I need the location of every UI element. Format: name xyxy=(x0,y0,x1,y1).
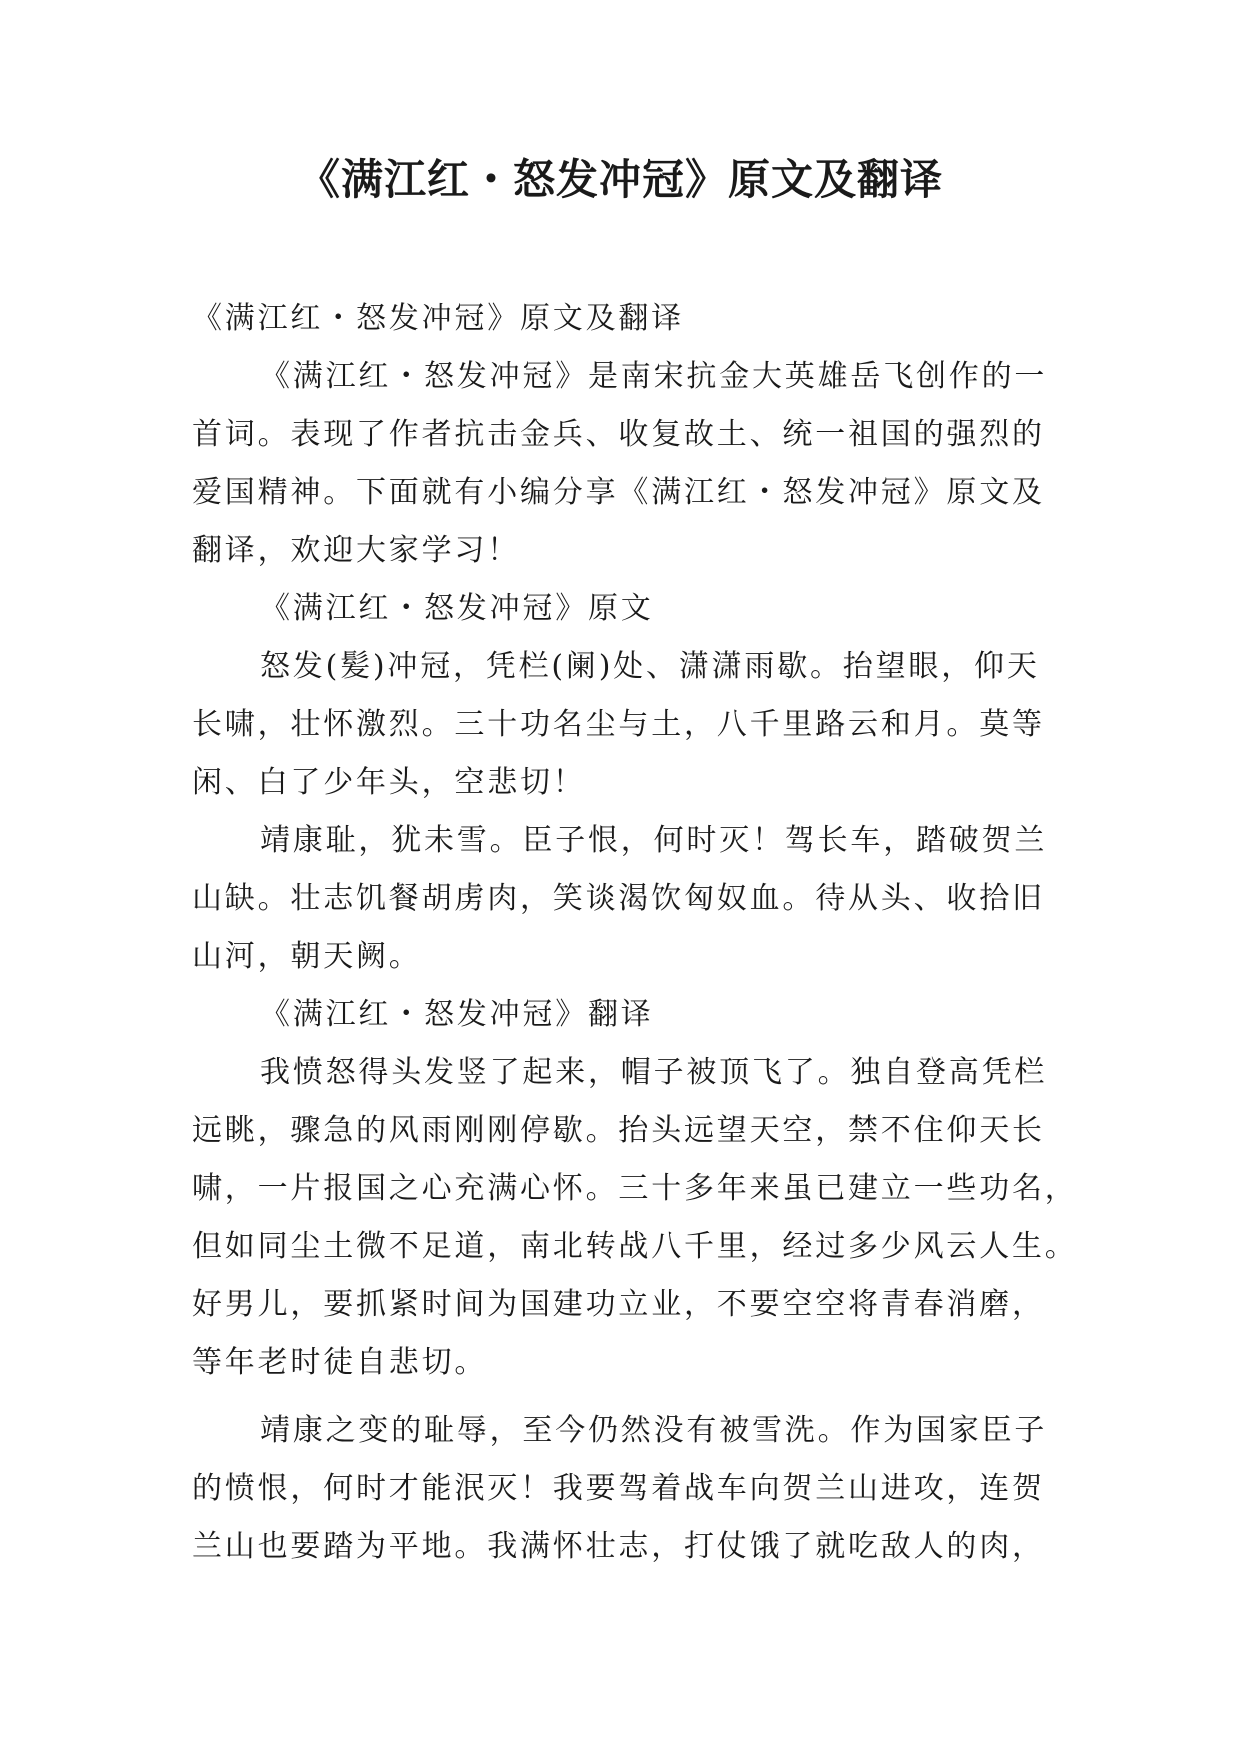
body-line: 爱国精神。下面就有小编分享《满江红・怒发冲冠》原文及 xyxy=(192,475,1045,510)
body-line: 等年老时徒自悲切。 xyxy=(192,1345,488,1380)
body-line: 翻译，欢迎大家学习！ xyxy=(192,533,520,568)
body-line: 山河，朝天阙。 xyxy=(192,939,422,974)
body-line: 怒发(髪)冲冠，凭栏(阑)处、潇潇雨歇。抬望眼，仰天 xyxy=(260,649,1040,684)
section-heading: 《满江红・怒发冲冠》翻译 xyxy=(260,997,654,1032)
paragraph-gap xyxy=(192,1392,1058,1402)
body-line: 靖康耻，犹未雪。臣子恨，何时灭！驾长车，踏破贺兰 xyxy=(260,823,1048,858)
body-line: 闲、白了少年头，空悲切！ xyxy=(192,765,586,800)
body-line: 首词。表现了作者抗击金兵、收复故土、统一祖国的强烈的 xyxy=(192,417,1045,452)
body-line: 兰山也要踏为平地。我满怀壮志，打仗饿了就吃敌人的肉， xyxy=(192,1529,1045,1564)
body-line: 靖康之变的耻辱，至今仍然没有被雪洗。作为国家臣子 xyxy=(260,1413,1048,1448)
body-line: 的愤恨，何时才能泯灭！我要驾着战车向贺兰山进攻，连贺 xyxy=(192,1471,1045,1506)
body-line: 好男儿，要抓紧时间为国建功立业，不要空空将青春消磨， xyxy=(192,1287,1045,1322)
document-body xyxy=(192,290,1078,1576)
body-line: 《满江红・怒发冲冠》是南宋抗金大英雄岳飞创作的一 xyxy=(260,359,1048,394)
document-title: 《满江红・怒发冲冠》原文及翻译 xyxy=(297,155,943,204)
section-heading: 《满江红・怒发冲冠》原文 xyxy=(260,591,654,626)
body-line: 但如同尘土微不足道，南北转战八千里，经过多少风云人生。 xyxy=(192,1229,1078,1264)
body-line: 啸，一片报国之心充满心怀。三十多年来虽已建立一些功名， xyxy=(192,1171,1078,1206)
body-line: 山缺。壮志饥餐胡虏肉，笑谈渴饮匈奴血。待从头、收拾旧 xyxy=(192,881,1045,916)
body-line: 《满江红・怒发冲冠》原文及翻译 xyxy=(192,301,684,336)
body-line: 我愤怒得头发竖了起来，帽子被顶飞了。独自登高凭栏 xyxy=(260,1055,1048,1090)
body-line: 远眺，骤急的风雨刚刚停歇。抬头远望天空，禁不住仰天长 xyxy=(192,1113,1045,1148)
body-line: 长啸，壮怀激烈。三十功名尘与土，八千里路云和月。莫等 xyxy=(192,707,1045,742)
